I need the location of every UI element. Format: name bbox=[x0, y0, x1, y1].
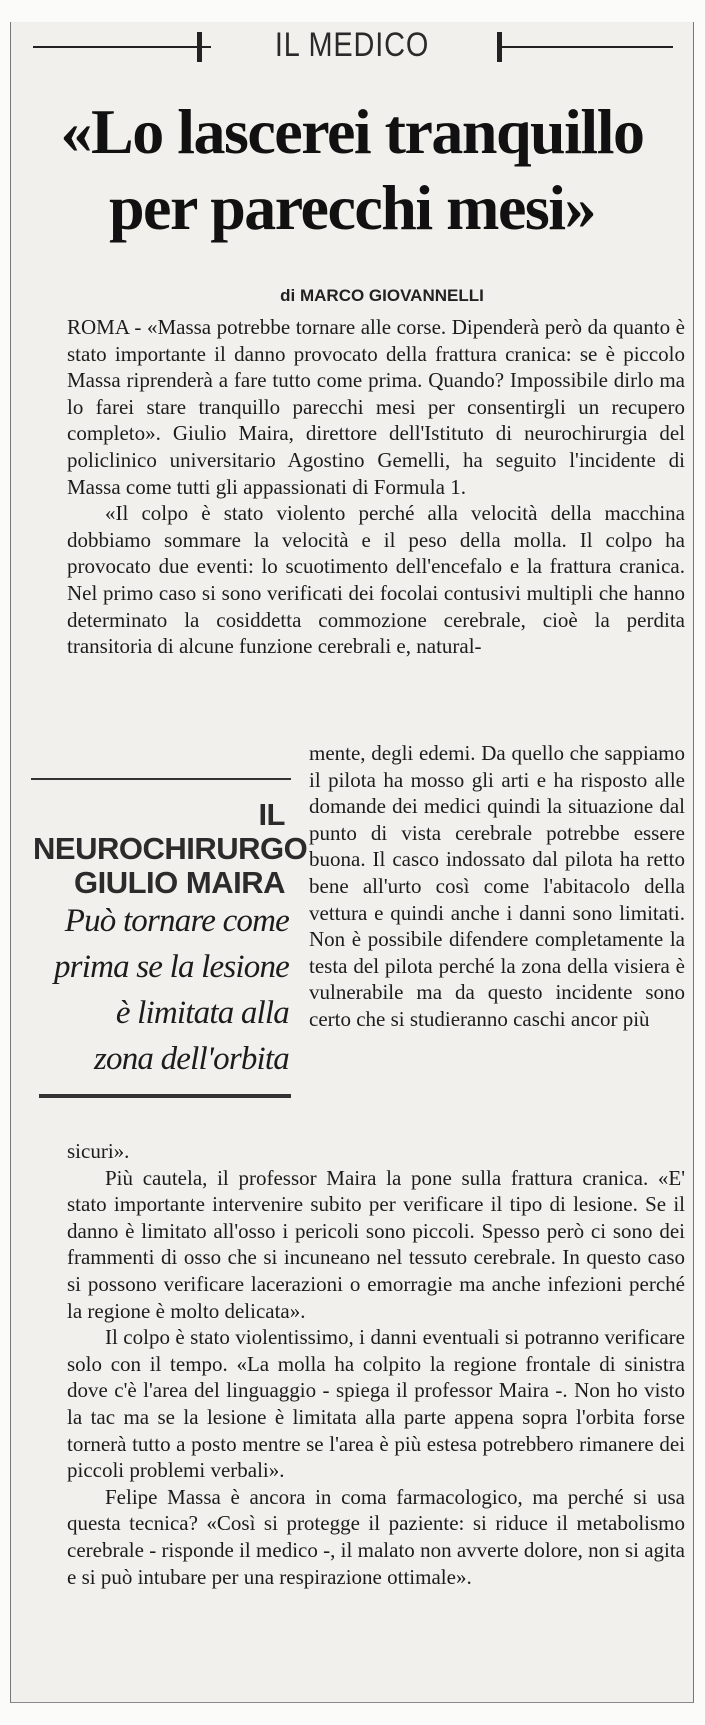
sidebar-kicker-line: GIULIO MAIRA bbox=[74, 865, 285, 900]
headline-line: per parecchi mesi» bbox=[108, 172, 596, 243]
paragraph: Più cautela, il professor Maira la pone sulla frattura cranica. «E' stato importante intervenire subito per verificare il tipo di lesione. Se il danno è limitato all'osso i pericoli sono piccoli. Spesso però ci sono dei frammenti di osso che si incuneano nel tessuto cerebrale. In questo caso si possono verificare lacerazioni o emorragie ma anche infezioni perché la regione è molto delicata». bbox=[67, 1165, 685, 1323]
paragraph: sicuri». bbox=[67, 1139, 130, 1163]
body-text-top bbox=[67, 314, 685, 660]
body-text-narrow bbox=[309, 740, 685, 1033]
paragraph: ROMA - «Massa potrebbe tornare alle corse. Dipenderà però da quanto è stato importante il danno provocato della frattura cranica: se è piccolo Massa riprenderà a fare tutto come prima. Quando? Impossibile dirlo ma lo farei stare tranquillo parecchi mesi per consentirgli un recupero completo». Giulio Maira, direttore dell'Istituto di neurochirurgia del policlinico universitario Agostino Gemelli, ha seguito l'incidente di Massa come tutti gli appassionati di Formula 1. bbox=[67, 315, 685, 499]
sidebar-rule-top bbox=[31, 778, 291, 780]
headline-line: «Lo lascerei tranquillo bbox=[60, 96, 644, 167]
section-rubric: IL MEDICO bbox=[274, 26, 430, 64]
paragraph: mente, degli edemi. Da quello che sappiamo il pilota ha mosso gli arti e ha risposto alle domande dei medici quindi la situazione dal punto di vista cerebrale potrebbe essere buona. Il casco indossato dal pilota ha retto bene all'urto così come l'abitacolo della vettura e quindi anche i danni sono limitati. Non è possibile difendere completamente la testa del pilota perché la zona della visiera è vulnerabile ma da questo incidente sono certo che si studieranno caschi ancor più bbox=[309, 741, 685, 1031]
sidebar-deck-line: è limitata alla bbox=[115, 995, 289, 1031]
byline-author: MARCO GIOVANNELLI bbox=[299, 286, 484, 305]
sidebar-deck-line: Può tornare come bbox=[64, 903, 289, 939]
sidebar-rule-bottom bbox=[39, 1094, 291, 1098]
sidebar-kicker bbox=[33, 797, 308, 900]
sidebar-deck-line: zona dell'orbita bbox=[93, 1041, 289, 1077]
rubric-row bbox=[11, 26, 693, 66]
headline bbox=[11, 94, 693, 246]
sidebar-deck bbox=[27, 898, 289, 1082]
paragraph: «Il colpo è stato violento perché alla velocità della macchina dobbiamo sommare la velocità e il peso della molla. Il colpo ha provocato due eventi: lo scuotimento dell'encefalo e la frattura cranica. Nel primo caso si sono verificati dei focolai contusivi multipli che hanno determinato la cosiddetta commozione cerebrale, cioè la perdita transitoria di alcune funzione cerebrali e, natural- bbox=[67, 501, 685, 659]
sidebar-kicker-line: IL NEUROCHIRURGO bbox=[33, 797, 308, 866]
paragraph: Felipe Massa è ancora in coma farmacologico, ma perché si usa questa tecnica? «Così si protegge il paziente: si riduce il metabolismo cerebrale - risponde il medico -, il malato non avverte dolore, non si agita e si può intubare per una respirazione ottimale». bbox=[67, 1484, 685, 1589]
sidebar-deck-line: prima se la lesione bbox=[53, 949, 289, 985]
byline bbox=[11, 286, 693, 306]
newspaper-clipping bbox=[10, 22, 694, 1703]
byline-prefix: di bbox=[280, 286, 296, 305]
body-text-bottom bbox=[67, 1138, 685, 1590]
paragraph: Il colpo è stato violentissimo, i danni eventuali si potranno verificare solo con il tempo. «La molla ha colpito la regione frontale di sinistra dove c'è l'area del linguaggio - spiega il professor Maira -. Non ho visto la tac ma se la lesione è limitata alla parte appena sopra l'orbita forse tornerà tutto a posto mentre se l'area è più estesa potrebbero rimanere dei piccoli problemi verbali». bbox=[67, 1325, 685, 1483]
